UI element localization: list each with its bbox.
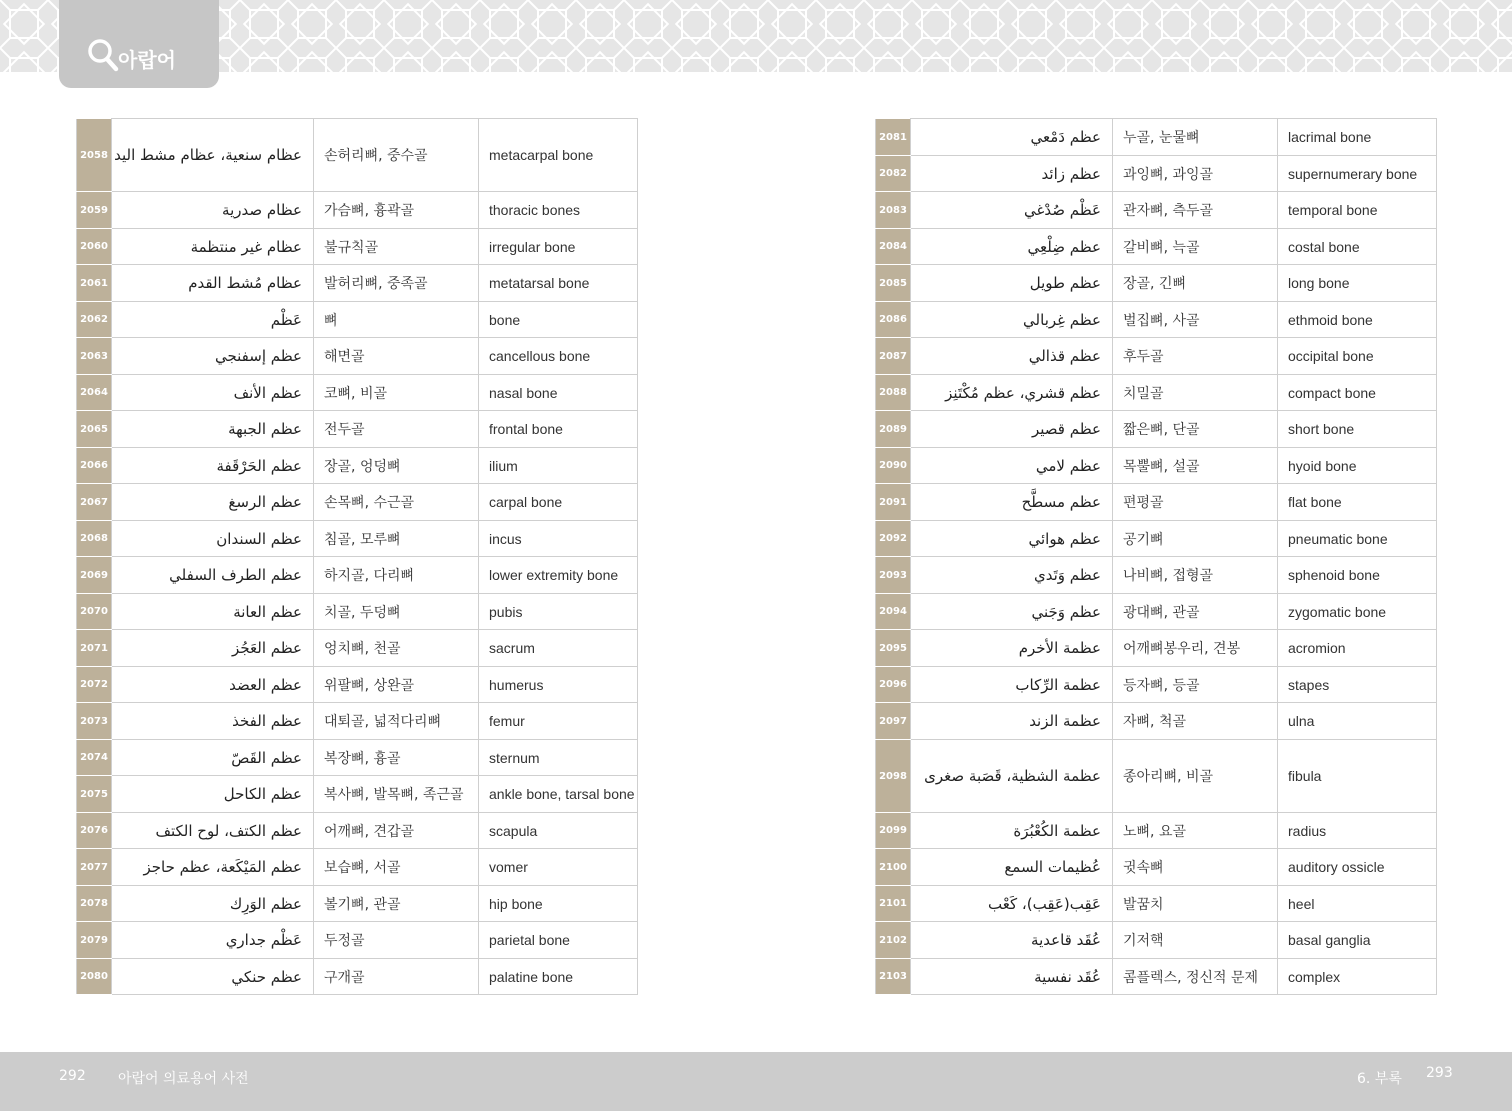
table-row [876,703,1437,740]
table-row [77,375,638,411]
korean-term: 공기뼈 [1113,521,1278,557]
left-vocab-table [76,118,638,995]
english-term: basal ganglia [1278,922,1437,959]
korean-term: 뼈 [314,302,479,338]
korean-term: 손목뼈, 수근골 [314,484,479,521]
korean-term: 해면골 [314,338,479,375]
korean-term: 발허리뼈, 중족골 [314,265,479,302]
entry-number: 2099 [876,813,911,849]
entry-number: 2084 [876,229,911,265]
arabic-term: عظم العضد [112,667,314,703]
arabic-term: عظم الحَرْقَفة [112,448,314,484]
table-row [876,667,1437,703]
entry-number: 2078 [77,886,112,922]
entry-number: 2098 [876,740,911,813]
table-row [876,338,1437,375]
table-row [77,776,638,813]
entry-number: 2083 [876,192,911,229]
entry-number: 2097 [876,703,911,740]
entry-number: 2101 [876,886,911,922]
arabic-term: عظم قشري، عظم مُكْتَنِز [911,375,1113,411]
language-tab [59,0,219,88]
arabic-term: عظم الطرف السفلي [112,557,314,594]
korean-term: 대퇴골, 넓적다리뼈 [314,703,479,740]
arabic-term: عظم السندان [112,521,314,557]
entry-number: 2073 [77,703,112,740]
korean-term: 발꿈치 [1113,886,1278,922]
arabic-term: عظمة الكُعْبُرَة [911,813,1113,849]
korean-term: 짧은뼈, 단골 [1113,411,1278,448]
table-row [876,265,1437,302]
korean-term: 장골, 엉덩뼈 [314,448,479,484]
table-row [876,375,1437,411]
korean-term: 손허리뼈, 중수골 [314,119,479,192]
arabic-term: عظام غير منتظمة [112,229,314,265]
english-term: palatine bone [479,959,638,995]
english-term: flat bone [1278,484,1437,521]
entry-number: 2074 [77,740,112,776]
entry-number: 2086 [876,302,911,338]
entry-number: 2069 [77,557,112,594]
english-term: thoracic bones [479,192,638,229]
table-row [77,119,638,192]
arabic-term: عظم زائد [911,156,1113,192]
table-row [77,594,638,630]
entry-number: 2094 [876,594,911,630]
korean-term: 전두골 [314,411,479,448]
english-term: acromion [1278,630,1437,667]
arabic-term: عظم قصير [911,411,1113,448]
korean-term: 복장뼈, 흉골 [314,740,479,776]
korean-term: 자뼈, 척골 [1113,703,1278,740]
english-term: compact bone [1278,375,1437,411]
english-term: costal bone [1278,229,1437,265]
english-term: incus [479,521,638,557]
english-term: carpal bone [479,484,638,521]
korean-term: 침골, 모루뼈 [314,521,479,557]
table-row [876,922,1437,959]
arabic-term: عظم الكاحل [112,776,314,813]
arabic-term: عظام صدرية [112,192,314,229]
table-row [77,886,638,922]
arabic-term: عظم لامي [911,448,1113,484]
english-term: hyoid bone [1278,448,1437,484]
arabic-term: عُظيمات السمع [911,849,1113,886]
entry-number: 2061 [77,265,112,302]
entry-number: 2060 [77,229,112,265]
arabic-term: عظم الأنف [112,375,314,411]
korean-term: 후두골 [1113,338,1278,375]
english-term: complex [1278,959,1437,995]
korean-term: 장골, 긴뼈 [1113,265,1278,302]
english-term: pneumatic bone [1278,521,1437,557]
arabic-term: عظم الرسغ [112,484,314,521]
korean-term: 코뼈, 비골 [314,375,479,411]
table-row [876,740,1437,813]
table-row [876,813,1437,849]
entry-number: 2090 [876,448,911,484]
arabic-term: عَظْم صُدْغي [911,192,1113,229]
english-term: hip bone [479,886,638,922]
table-row [876,959,1437,995]
english-term: ilium [479,448,638,484]
table-row [77,813,638,849]
korean-term: 불규칙골 [314,229,479,265]
table-row [876,594,1437,630]
korean-term: 치밀골 [1113,375,1278,411]
english-term: parietal bone [479,922,638,959]
korean-term: 광대뼈, 관골 [1113,594,1278,630]
english-term: sphenoid bone [1278,557,1437,594]
korean-term: 기저핵 [1113,922,1278,959]
korean-term: 복사뼈, 발목뼈, 족근골 [314,776,479,813]
entry-number: 2071 [77,630,112,667]
korean-term: 치골, 두덩뼈 [314,594,479,630]
table-row [77,411,638,448]
entry-number: 2072 [77,667,112,703]
english-term: radius [1278,813,1437,849]
table-row [77,740,638,776]
table-row [876,557,1437,594]
table-row [77,484,638,521]
korean-term: 노뼈, 요골 [1113,813,1278,849]
arabic-term: عُقَد نفسية [911,959,1113,995]
english-term: fibula [1278,740,1437,813]
arabic-term: عظم دَمْعي [911,119,1113,156]
arabic-term: عَظْم جداري [112,922,314,959]
table-row [876,156,1437,192]
korean-term: 구개골 [314,959,479,995]
table-row [77,302,638,338]
korean-term: 목뿔뼈, 설골 [1113,448,1278,484]
arabic-term: عظم مسطَّح [911,484,1113,521]
entry-number: 2080 [77,959,112,995]
arabic-term: عظم العَجُز [112,630,314,667]
english-term: sternum [479,740,638,776]
arabic-term: عظم العانة [112,594,314,630]
english-term: irregular bone [479,229,638,265]
entry-number: 2088 [876,375,911,411]
arabic-term: عظم هوائي [911,521,1113,557]
entry-number: 2063 [77,338,112,375]
arabic-term: عظم الفخذ [112,703,314,740]
table-row [77,521,638,557]
korean-term: 볼기뼈, 관골 [314,886,479,922]
korean-term: 엉치뼈, 천골 [314,630,479,667]
arabic-term: عَقِب(عَقِب)، كَعْب [911,886,1113,922]
korean-term: 콤플렉스, 정신적 문제 [1113,959,1278,995]
korean-term: 과잉뼈, 과잉골 [1113,156,1278,192]
arabic-term: عظم وَتَدي [911,557,1113,594]
table-row [77,922,638,959]
arabic-term: عظم وَجَني [911,594,1113,630]
entry-number: 2095 [876,630,911,667]
arabic-term: عَظْم [112,302,314,338]
entry-number: 2077 [77,849,112,886]
entry-number: 2102 [876,922,911,959]
english-term: short bone [1278,411,1437,448]
entry-number: 2100 [876,849,911,886]
entry-number: 2093 [876,557,911,594]
korean-term: 벌집뼈, 사골 [1113,302,1278,338]
table-row [876,448,1437,484]
table-row [77,959,638,995]
page-footer [0,1052,1512,1111]
search-icon [87,38,119,72]
arabic-term: عظمة الشظية، قَصَبة صغرى [911,740,1113,813]
english-term: cancellous bone [479,338,638,375]
table-row [876,849,1437,886]
english-term: zygomatic bone [1278,594,1437,630]
arabic-term: عظمة الأخرم [911,630,1113,667]
english-term: long bone [1278,265,1437,302]
arabic-term: عظم ضِلْعِي [911,229,1113,265]
english-term: ethmoid bone [1278,302,1437,338]
korean-term: 종아리뼈, 비골 [1113,740,1278,813]
table-row [77,265,638,302]
arabic-term: عظم الوَرِك [112,886,314,922]
english-term: pubis [479,594,638,630]
arabic-term: عظمة الزند [911,703,1113,740]
english-term: ankle bone, tarsal bone [479,776,638,813]
table-row [876,119,1437,156]
table-row [77,703,638,740]
arabic-term: عظم القَصّ [112,740,314,776]
entry-number: 2091 [876,484,911,521]
entry-number: 2087 [876,338,911,375]
table-row [77,849,638,886]
arabic-term: عظام مُشط القدم [112,265,314,302]
entry-number: 2089 [876,411,911,448]
right-vocab-table [875,118,1437,995]
arabic-term: عظم الجبهة [112,411,314,448]
arabic-term: عظم إسفنجي [112,338,314,375]
entry-number: 2082 [876,156,911,192]
arabic-term: عظم طويل [911,265,1113,302]
entry-number: 2064 [77,375,112,411]
tab-title: 아랍어 [118,48,176,72]
entry-number: 2092 [876,521,911,557]
entry-number: 2081 [876,119,911,156]
entry-number: 2079 [77,922,112,959]
english-term: sacrum [479,630,638,667]
entry-number: 2067 [77,484,112,521]
english-term: auditory ossicle [1278,849,1437,886]
entry-number: 2076 [77,813,112,849]
korean-term: 보습뼈, 서골 [314,849,479,886]
korean-term: 가슴뼈, 흉곽골 [314,192,479,229]
entry-number: 2085 [876,265,911,302]
table-row [77,229,638,265]
table-row [876,229,1437,265]
entry-number: 2103 [876,959,911,995]
table-row [77,557,638,594]
table-row [77,448,638,484]
korean-term: 누골, 눈물뼈 [1113,119,1278,156]
table-row [77,630,638,667]
arabic-term: عُقَد قاعدية [911,922,1113,959]
table-row [876,192,1437,229]
arabic-term: عظم غِربالي [911,302,1113,338]
table-row [876,411,1437,448]
english-term: scapula [479,813,638,849]
english-term: lacrimal bone [1278,119,1437,156]
entry-number: 2062 [77,302,112,338]
english-term: femur [479,703,638,740]
right-section-title: 6. 부록 [1357,1071,1402,1087]
korean-term: 어깨뼈봉우리, 견봉 [1113,630,1278,667]
arabic-term: عظمة الرِّكاب [911,667,1113,703]
english-term: occipital bone [1278,338,1437,375]
english-term: supernumerary bone [1278,156,1437,192]
left-page-number: 292 [59,1068,86,1084]
entry-number: 2070 [77,594,112,630]
korean-term: 어깨뼈, 견갑골 [314,813,479,849]
english-term: lower extremity bone [479,557,638,594]
english-term: temporal bone [1278,192,1437,229]
table-row [876,302,1437,338]
entry-number: 2096 [876,667,911,703]
english-term: metatarsal bone [479,265,638,302]
english-term: frontal bone [479,411,638,448]
korean-term: 하지골, 다리뼈 [314,557,479,594]
arabic-term: عظام سنعية، عظام مشط اليد [112,119,314,192]
arabic-term: عظم قذالي [911,338,1113,375]
table-row [77,338,638,375]
korean-term: 등자뼈, 등골 [1113,667,1278,703]
korean-term: 갈비뼈, 늑골 [1113,229,1278,265]
left-book-title: 아랍어 의료용어 사전 [118,1071,249,1087]
korean-term: 나비뼈, 접형골 [1113,557,1278,594]
english-term: nasal bone [479,375,638,411]
table-row [876,886,1437,922]
entry-number: 2075 [77,776,112,813]
english-term: metacarpal bone [479,119,638,192]
korean-term: 편평골 [1113,484,1278,521]
korean-term: 귓속뼈 [1113,849,1278,886]
arabic-term: عظم الكتف، لوح الكتف [112,813,314,849]
english-term: bone [479,302,638,338]
entry-number: 2065 [77,411,112,448]
table-row [77,667,638,703]
table-row [876,630,1437,667]
korean-term: 두정골 [314,922,479,959]
korean-term: 관자뼈, 측두골 [1113,192,1278,229]
arabic-term: عظم المَيْكَعة، عظم حاجز [112,849,314,886]
header-pattern [0,0,1512,72]
entry-number: 2059 [77,192,112,229]
entry-number: 2068 [77,521,112,557]
english-term: stapes [1278,667,1437,703]
table-row [876,521,1437,557]
english-term: heel [1278,886,1437,922]
table-row [876,484,1437,521]
right-page-number: 293 [1426,1065,1453,1081]
english-term: ulna [1278,703,1437,740]
arabic-term: عظم حنكي [112,959,314,995]
table-row [77,192,638,229]
korean-term: 위팔뼈, 상완골 [314,667,479,703]
english-term: humerus [479,667,638,703]
entry-number: 2066 [77,448,112,484]
entry-number: 2058 [77,119,112,192]
english-term: vomer [479,849,638,886]
